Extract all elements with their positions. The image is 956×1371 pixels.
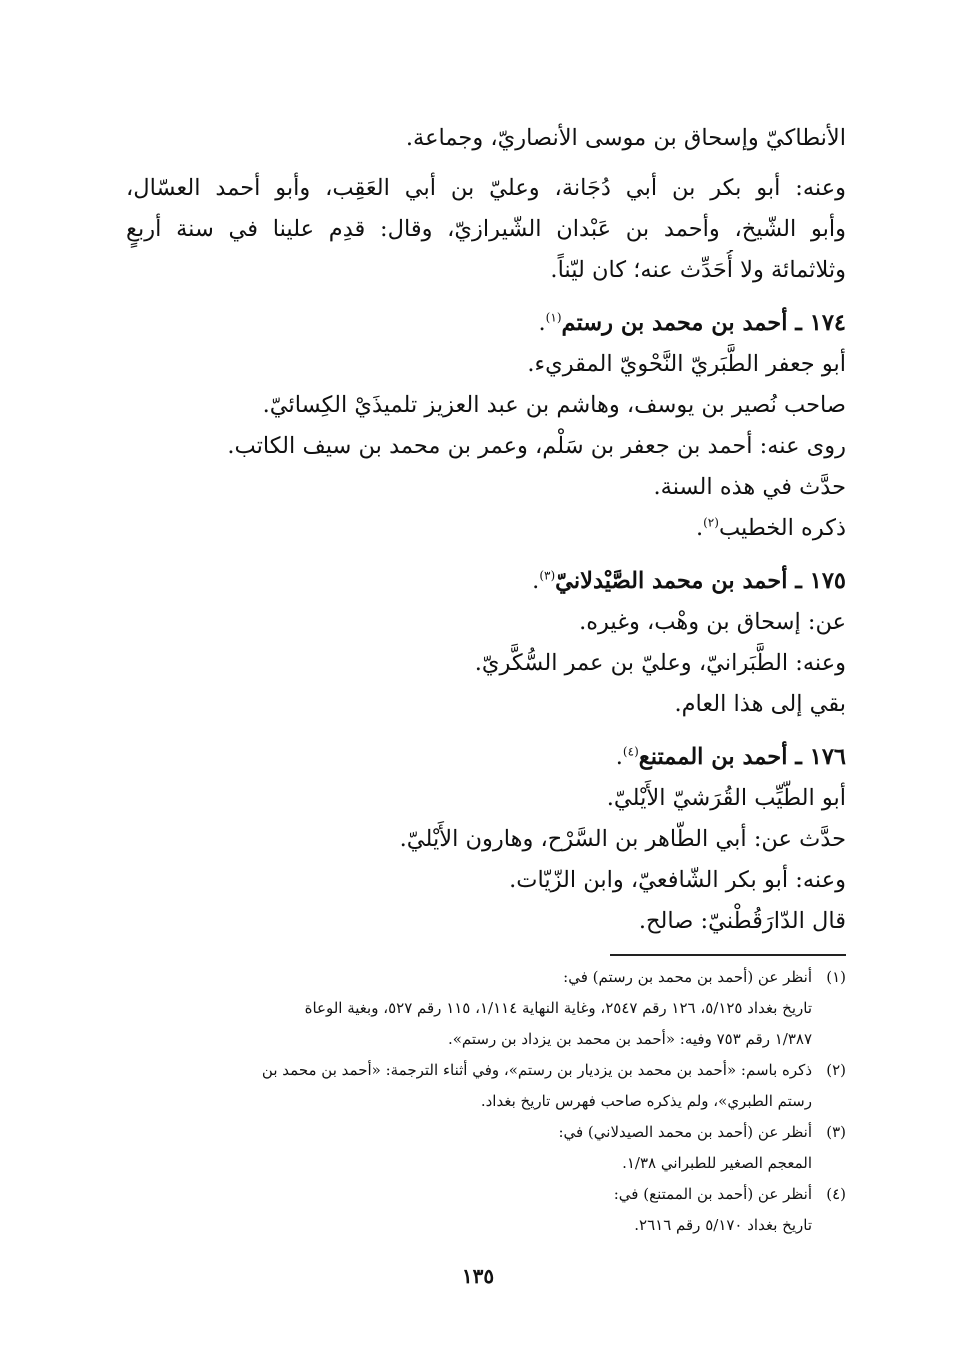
footnote-line: ١/٣٨٧ رقم ٧٥٣ وفيه: «أحمد بن محمد بن يزداد بن رستم». [447, 1030, 812, 1048]
entry-heading-period: . [538, 310, 546, 336]
entry-line: حدَّث عن: أبي الطّاهر بن السَّرْح، وهارون الأَيْليّ. [399, 826, 846, 852]
entry-heading: ١٧٦ ـ أحمد بن الممتنع [638, 744, 846, 770]
footnote-1 [126, 962, 846, 1055]
footnote-line: تاريخ بغداد ٥/١٢٥، ١٢٦ رقم ٢٥٤٧، وغاية النهاية ١/١١٤، ١١٥ رقم ٥٢٧، وبغية الوعاة [304, 999, 812, 1017]
continuation-paragraph [126, 168, 846, 291]
footnote-line: المعجم الصغير للطبراني ١/٣٨. [622, 1154, 812, 1172]
footnote-line: أنظر عن (أحمد بن محمد الصيدلاني) في: [558, 1123, 812, 1141]
footnote-4 [126, 1179, 846, 1241]
entry-heading-period: . [532, 568, 540, 594]
entry-heading: ١٧٤ ـ أحمد بن محمد بن رستم [561, 310, 846, 336]
footnote-number: (٣) [826, 1123, 846, 1141]
paragraph-line: وأبو الشّيخ، وأحمد بن عَبْدان الشّيرازيّ، وقال: قدِم علينا في سنة أربعٍ [126, 216, 846, 242]
entry-line: عن: إسحاق بن وهْب، وغيره. [579, 609, 846, 635]
continuation-line: الأنطاكيّ وإسحاق بن موسى الأنصاريّ، وجماعة. [405, 125, 846, 151]
footnote-body [126, 1117, 812, 1179]
entry-heading-line [126, 561, 846, 602]
footnote-3 [126, 1117, 846, 1179]
entry-line: قال الدّارَقُطْنيّ: صالح. [638, 908, 846, 934]
footnote-ref: (٢) [703, 515, 719, 530]
entry-last-line-period: . [695, 515, 704, 541]
entry-line: وعنه: أبو بكر الشّافعيّ، وابن الزّيّات. [509, 867, 846, 893]
footnote-line: أنظر عن (أحمد بن محمد بن رستم) في: [563, 968, 812, 986]
footnote-body [126, 962, 812, 1055]
entry-heading-period: . [615, 744, 623, 770]
footnote-ref: (١) [545, 310, 562, 325]
entry-174 [126, 303, 846, 549]
entry-line: حدَّث في هذه السنة. [653, 474, 846, 500]
entry-line: بقي إلى هذا العام. [674, 691, 846, 717]
footnote-divider [610, 954, 846, 956]
entry-line [126, 508, 846, 549]
footnote-line: تاريخ بغداد ٥/١٧٠ رقم ٢٦١٦. [634, 1216, 812, 1234]
footnote-ref: (٣) [539, 568, 556, 583]
entry-line: روى عنه: أحمد بن جعفر بن سَلْم، وعمر بن محمد بن سيف الكاتب. [227, 433, 846, 459]
paragraph-line: وثلاثمائة ولا أُحَدِّث عنه؛ كان ليّناً. [550, 257, 846, 283]
entry-line: أبو جعفر الطَّبَريّ النَّحْويّ المقريء. [527, 351, 846, 377]
footnote-ref: (٤) [622, 744, 639, 759]
entry-line: صاحب نُصير بن يوسف، وهاشم بن عبد العزيز تلميذَيْ الكِسائيّ. [262, 392, 846, 418]
main-text [126, 118, 846, 942]
footnotes [126, 962, 846, 1241]
footnote-2 [126, 1055, 846, 1117]
footnote-number: (٤) [826, 1185, 846, 1203]
footnote-line: رستم الطبري»، ولم يذكره صاحب فهرس تاريخ بغداد. [480, 1092, 812, 1110]
entry-line: أبو الطّيِّب القُرَشيّ الأَيْليّ. [606, 785, 846, 811]
entry-heading-line [126, 303, 846, 344]
page-number: ١٣٥ [461, 1264, 495, 1288]
entry-last-line: ذكره الخطيب [718, 515, 846, 541]
entry-line: وعنه: الطَّبَرانيّ، وعليّ بن عمر السُّكَّريّ. [474, 650, 846, 676]
entry-heading-line [126, 737, 846, 778]
footnote-number: (٢) [826, 1061, 846, 1079]
footnote-body [126, 1179, 812, 1241]
entry-heading: ١٧٥ ـ أحمد بن محمد الصَّيْدلانيّ [555, 568, 846, 594]
footnote-body [126, 1055, 812, 1117]
entry-175 [126, 561, 846, 725]
footnote-line: أنظر عن (أحمد بن الممتنع) في: [613, 1185, 812, 1203]
footnote-line: ذكره باسم: «أحمد بن محمد بن يزديار بن رستم»، وفي أثناء الترجمة: «أحمد بن محمد بن [261, 1061, 812, 1079]
footnote-number: (١) [826, 968, 846, 986]
paragraph-line: وعنه: أبو بكر بن أبي دُجَانة، وعليّ بن أبي العَقِب، وأبو أحمد العسّال، [126, 175, 846, 201]
entry-176 [126, 737, 846, 942]
